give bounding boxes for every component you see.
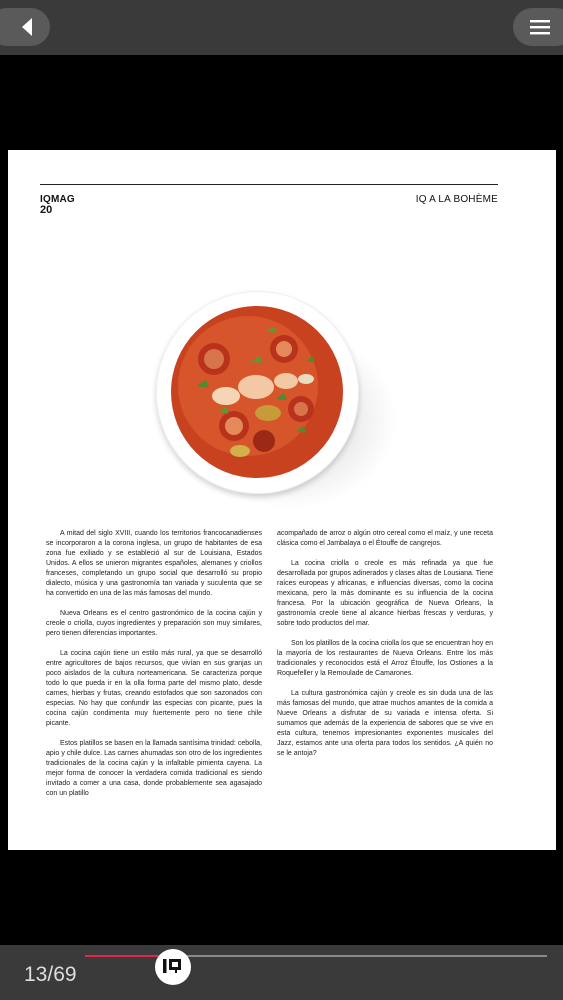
header-rule: [40, 184, 498, 185]
article-right-column: [277, 529, 493, 769]
page-number: 20: [40, 204, 53, 216]
article-left-column: [46, 529, 262, 809]
page-slider-thumb[interactable]: [155, 949, 191, 985]
page-counter: 13/69: [24, 963, 77, 986]
paragraph: Nueva Orleans es el centro gastronómico de la cocina cajún y creole o criolla, cuyos ingredientes y preparación son muy similares, pero tienen diferencias importantes.: [46, 610, 262, 637]
section-title: IQ A LA BOHÈME: [415, 194, 498, 205]
back-button[interactable]: [0, 8, 50, 46]
paragraph: acompañado de arroz o algún otro cereal como el maíz, y une receta clásica como el Jambalaya o el Étouffe de cangrejos.: [277, 530, 493, 547]
jambalaya-bowl-image: [156, 291, 359, 494]
paragraph: Son los platillos de la cocina criolla los que se encuentran hoy en la mayoría de los restaurantes de Nueva Orleans. Entre los más tradicionales y reconocidos está el Arroz Étouffe, los Ostiones a la Roquefeller y la Remoulade de Camarones.: [277, 640, 493, 677]
menu-button[interactable]: [513, 8, 563, 46]
paragraph: La cocina criolla o creole es más refinada ya que fue desarrollada por grupos adinerados y clases altas de Lousiana. Tiene raíces europeas y africanas, e influencias diversas, como la cocina mexicana, pero la más dominante es su influencia de la cocina francesa. Por la ubicación geográfica de Nueva Orleans, la gastronomía creole tiene al alcance hierbas frescas y verduras, y sobre todo productos del mar.: [277, 560, 493, 627]
paragraph: Estos platillos se basen en la llamada santísima trinidad: cebolla, apio y chile dulce. Las carnes ahumadas son otro de los ingredientes tradicionales de la cocina cajún y la infaltable pimienta cayena. La mejor forma de conocer la verdadera comida tradicional es siendo invitado a comer a una casa, donde probablemente sea agasajado con un platillo: [46, 740, 262, 797]
back-arrow-icon: [20, 17, 34, 37]
iq-logo-icon: [160, 956, 186, 978]
magazine-name: IQMAG: [40, 194, 75, 205]
magazine-page: [8, 150, 556, 850]
paragraph: La cocina cajún tiene un estilo más rural, ya que se desarrolló entre agricultores de bajos recursos, que vivían en sus granjas un poco aislados de la cultura norteamericana. Se caracteriza porque todo lo que pueda ir en la olla forma parte del mismo plato, desde carnes, hierbas y frutas, creando estofados que son sazonados con especias. No hay que confundir las especias con picante, pues la cocina cajún condimenta muy fuertemente pero no tiene chile picante.: [46, 650, 262, 727]
hamburger-menu-icon: [530, 19, 550, 35]
paragraph: A mitad del siglo XVIII, cuando los territorios francocanadienses se incorporaron a la corona inglesa, un grupo de habitantes de esa zona fue exiliado y se estableció al sur de Louisiana, Estados Unidos. A ellos se unieron migrantes españoles, alemanes y criollos franceses, completando un grupo social que desarrolló su propio dialecto, música y una gastronomía tan variada y suculenta que se ha convertido en una de las más famosas del mundo.: [46, 530, 262, 597]
bottom-toolbar: [0, 945, 563, 1000]
page-slider[interactable]: [85, 955, 547, 957]
paragraph: La cultura gastronómica cajún y creole es sin duda una de las más famosas del mundo, que atrae muchos amantes de la comida a Nueve Orleans a disfrutar de su variada e intensa oferta. Si sumamos que además de la experiencia de sabores que se vive en esta cultura, tenemos impresionantes exponentes musicales del Jazz, estamos ante una oferta para todos los sentidos. ¿A quién no se le antoja?: [277, 690, 493, 757]
top-toolbar: [0, 0, 563, 55]
